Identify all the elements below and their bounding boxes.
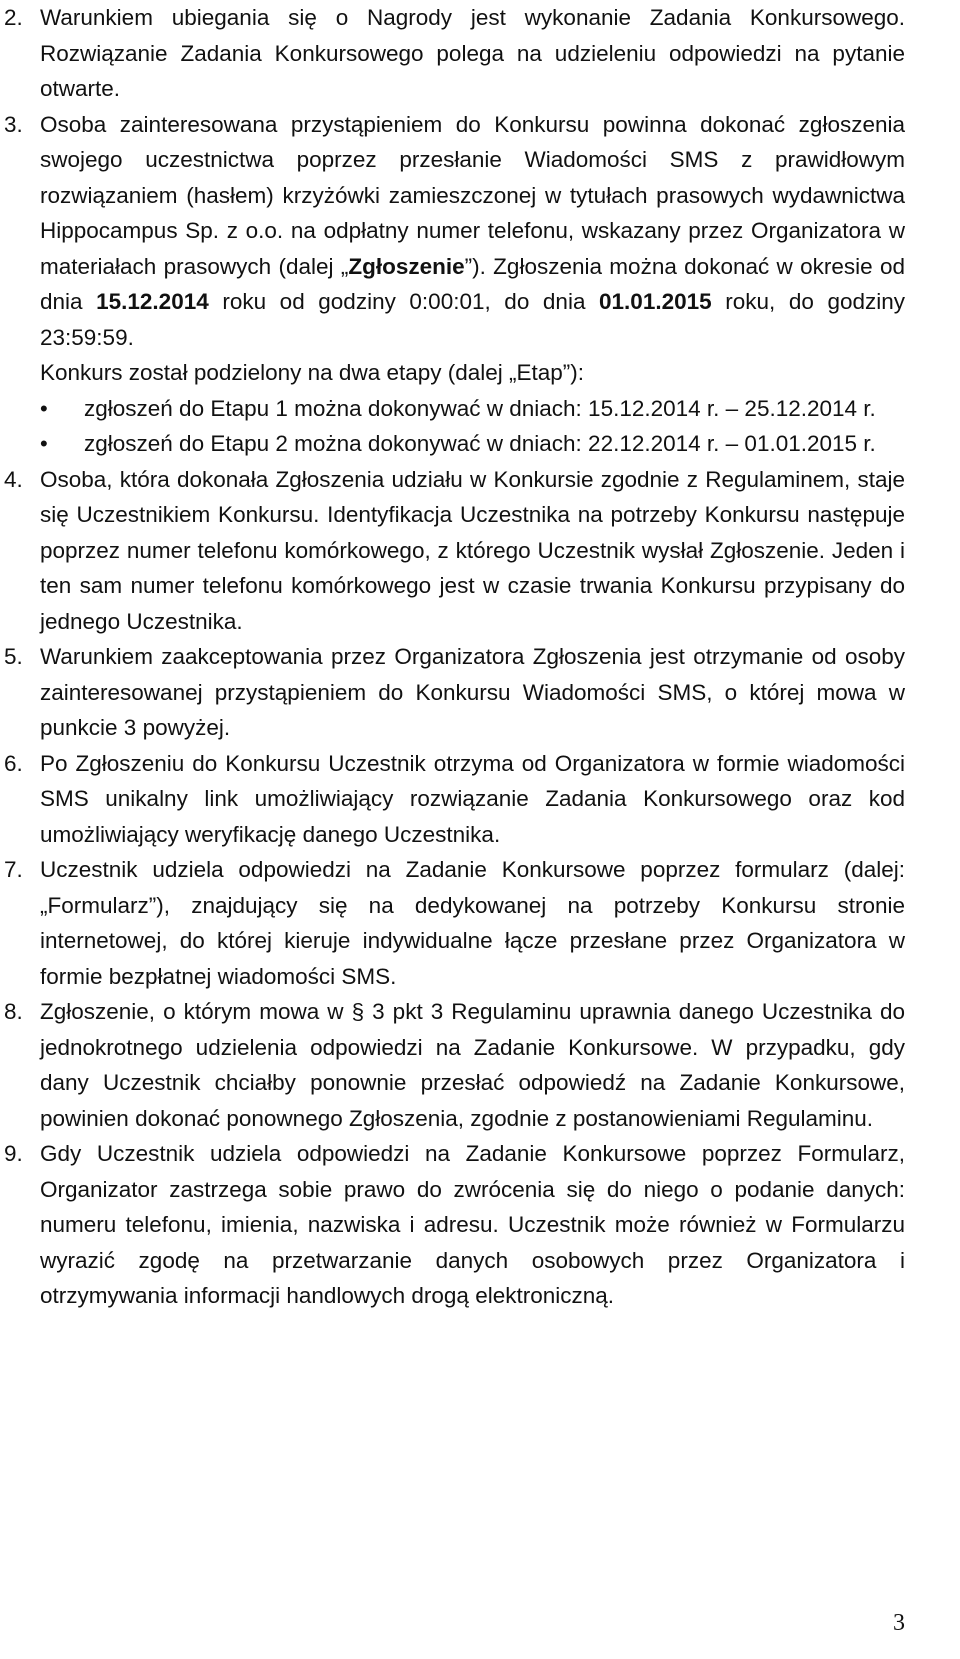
item-text: Osoba, która dokonała Zgłoszenia udziału w Konkursie zgodnie z Regulaminem, staje się Uczestnikiem Konkursu. Identyfikacja Uczestnika na potrzeby Konkursu następuje poprzez numer telefonu komórkowego, z którego Uczestnik wysłał Zgłoszenie. Jeden i ten sam numer telefonu komórkowego jest w czasie trwania Konkursu przypisany do jednego Uczestnika. xyxy=(40,466,905,634)
list-item-4 xyxy=(0,462,960,640)
bold-date-start: 15.12.2014 xyxy=(96,289,209,314)
item-number: 6. xyxy=(4,750,23,776)
item-number: 5. xyxy=(4,644,23,669)
bold-date-end: 01.01.2015 xyxy=(599,289,712,314)
item-text: Warunkiem zaakceptowania przez Organizatora Zgłoszenia jest otrzymanie od osoby zainteresowanej przystąpieniem do Konkursu Wiadomości SMS, o której mowa w punkcie 3 powyżej. xyxy=(40,644,905,740)
list-item-6 xyxy=(0,746,960,853)
etap-bullet: • zgłoszeń do Etapu 2 można dokonywać w dniach: 22.12.2014 r. – 01.01.2015 r. xyxy=(40,426,905,462)
etap-bullet: • zgłoszeń do Etapu 1 można dokonywać w dniach: 15.12.2014 r. – 25.12.2014 r. xyxy=(40,391,905,427)
item-number: 4. xyxy=(4,466,23,492)
item-text: Warunkiem ubiegania się o Nagrody jest wykonanie Zadania Konkursowego. Rozwiązanie Zadania Konkursowego polega na udzieleniu odpowiedzi na pytanie otwarte. xyxy=(40,5,905,101)
item-text: Osoba zainteresowana przystąpieniem do Konkursu powinna dokonać zgłoszenia swojego uczestnictwa poprzez przesłanie Wiadomości SMS z prawidłowym rozwiązaniem (hasłem) krzyżówki zamieszczonej w tytułach prasowych wydawnictwa Hippocampus Sp. z o.o. na odpłatny numer telefonu, wskazany przez Organizatora w materiałach prasowych (dalej „Zgłoszenie”). Zgłoszenia można dokonać w okresie od dnia 15.12.2014 roku od godziny 0:00:01, do dnia 01.01.2015 roku, do godziny 23:59:59. xyxy=(40,111,906,350)
item-text: Gdy Uczestnik udziela odpowiedzi na Zadanie Konkursowe poprzez Formularz, Organizator zastrzega sobie prawo do zwrócenia się do niego o podanie danych: numeru telefonu, imienia, nazwiska i adresu. Uczestnik może również w Formularzu wyrazić zgodę na przetwarzanie danych osobowych przez Organizatora i otrzymywania informacji handlowych drogą elektroniczną. xyxy=(40,1141,905,1308)
list-item-8 xyxy=(0,994,960,1136)
list-item-5 xyxy=(0,639,960,746)
etap-intro: Konkurs został podzielony na dwa etapy (dalej „Etap”): xyxy=(40,360,585,385)
bold-term: Zgłoszenie xyxy=(348,253,465,279)
list-item-2 xyxy=(0,0,960,107)
item-number: 2. xyxy=(4,5,23,30)
item-number: 8. xyxy=(4,999,23,1024)
etap-list xyxy=(40,391,905,462)
item-text: Po Zgłoszeniu do Konkursu Uczestnik otrzyma od Organizatora w formie wiadomości SMS unikalny link umożliwiający rozwiązanie Zadania Konkursowego oraz kod umożliwiający weryfikację danego Uczestnika. xyxy=(40,750,905,847)
item-number: 7. xyxy=(4,857,23,882)
item-number: 9. xyxy=(4,1141,23,1166)
item-text: Uczestnik udziela odpowiedzi na Zadanie Konkursowe poprzez formularz (dalej: „Formularz”), znajdujący się na dedykowanej na potrzeby Konkursu stronie internetowej, do której kieruje indywidualne łącze przesłane przez Organizatora w formie bezpłatnej wiadomości SMS. xyxy=(40,857,905,989)
item-number: 3. xyxy=(4,111,23,137)
list-item-7 xyxy=(0,852,960,994)
list-item-9 xyxy=(0,1136,960,1314)
list-item-3 xyxy=(0,107,960,462)
item-text: Zgłoszenie, o którym mowa w § 3 pkt 3 Regulaminu uprawnia danego Uczestnika do jednokrotnego udzielenia odpowiedzi na Zadanie Konkursowe. W przypadku, gdy dany Uczestnik chciałby ponownie przesłać odpowiedź na Zadanie Konkursowe, powinien dokonać ponownego Zgłoszenia, zgodnie z postanowieniami Regulaminu. xyxy=(40,999,905,1131)
page-number: 3 xyxy=(893,1610,905,1636)
